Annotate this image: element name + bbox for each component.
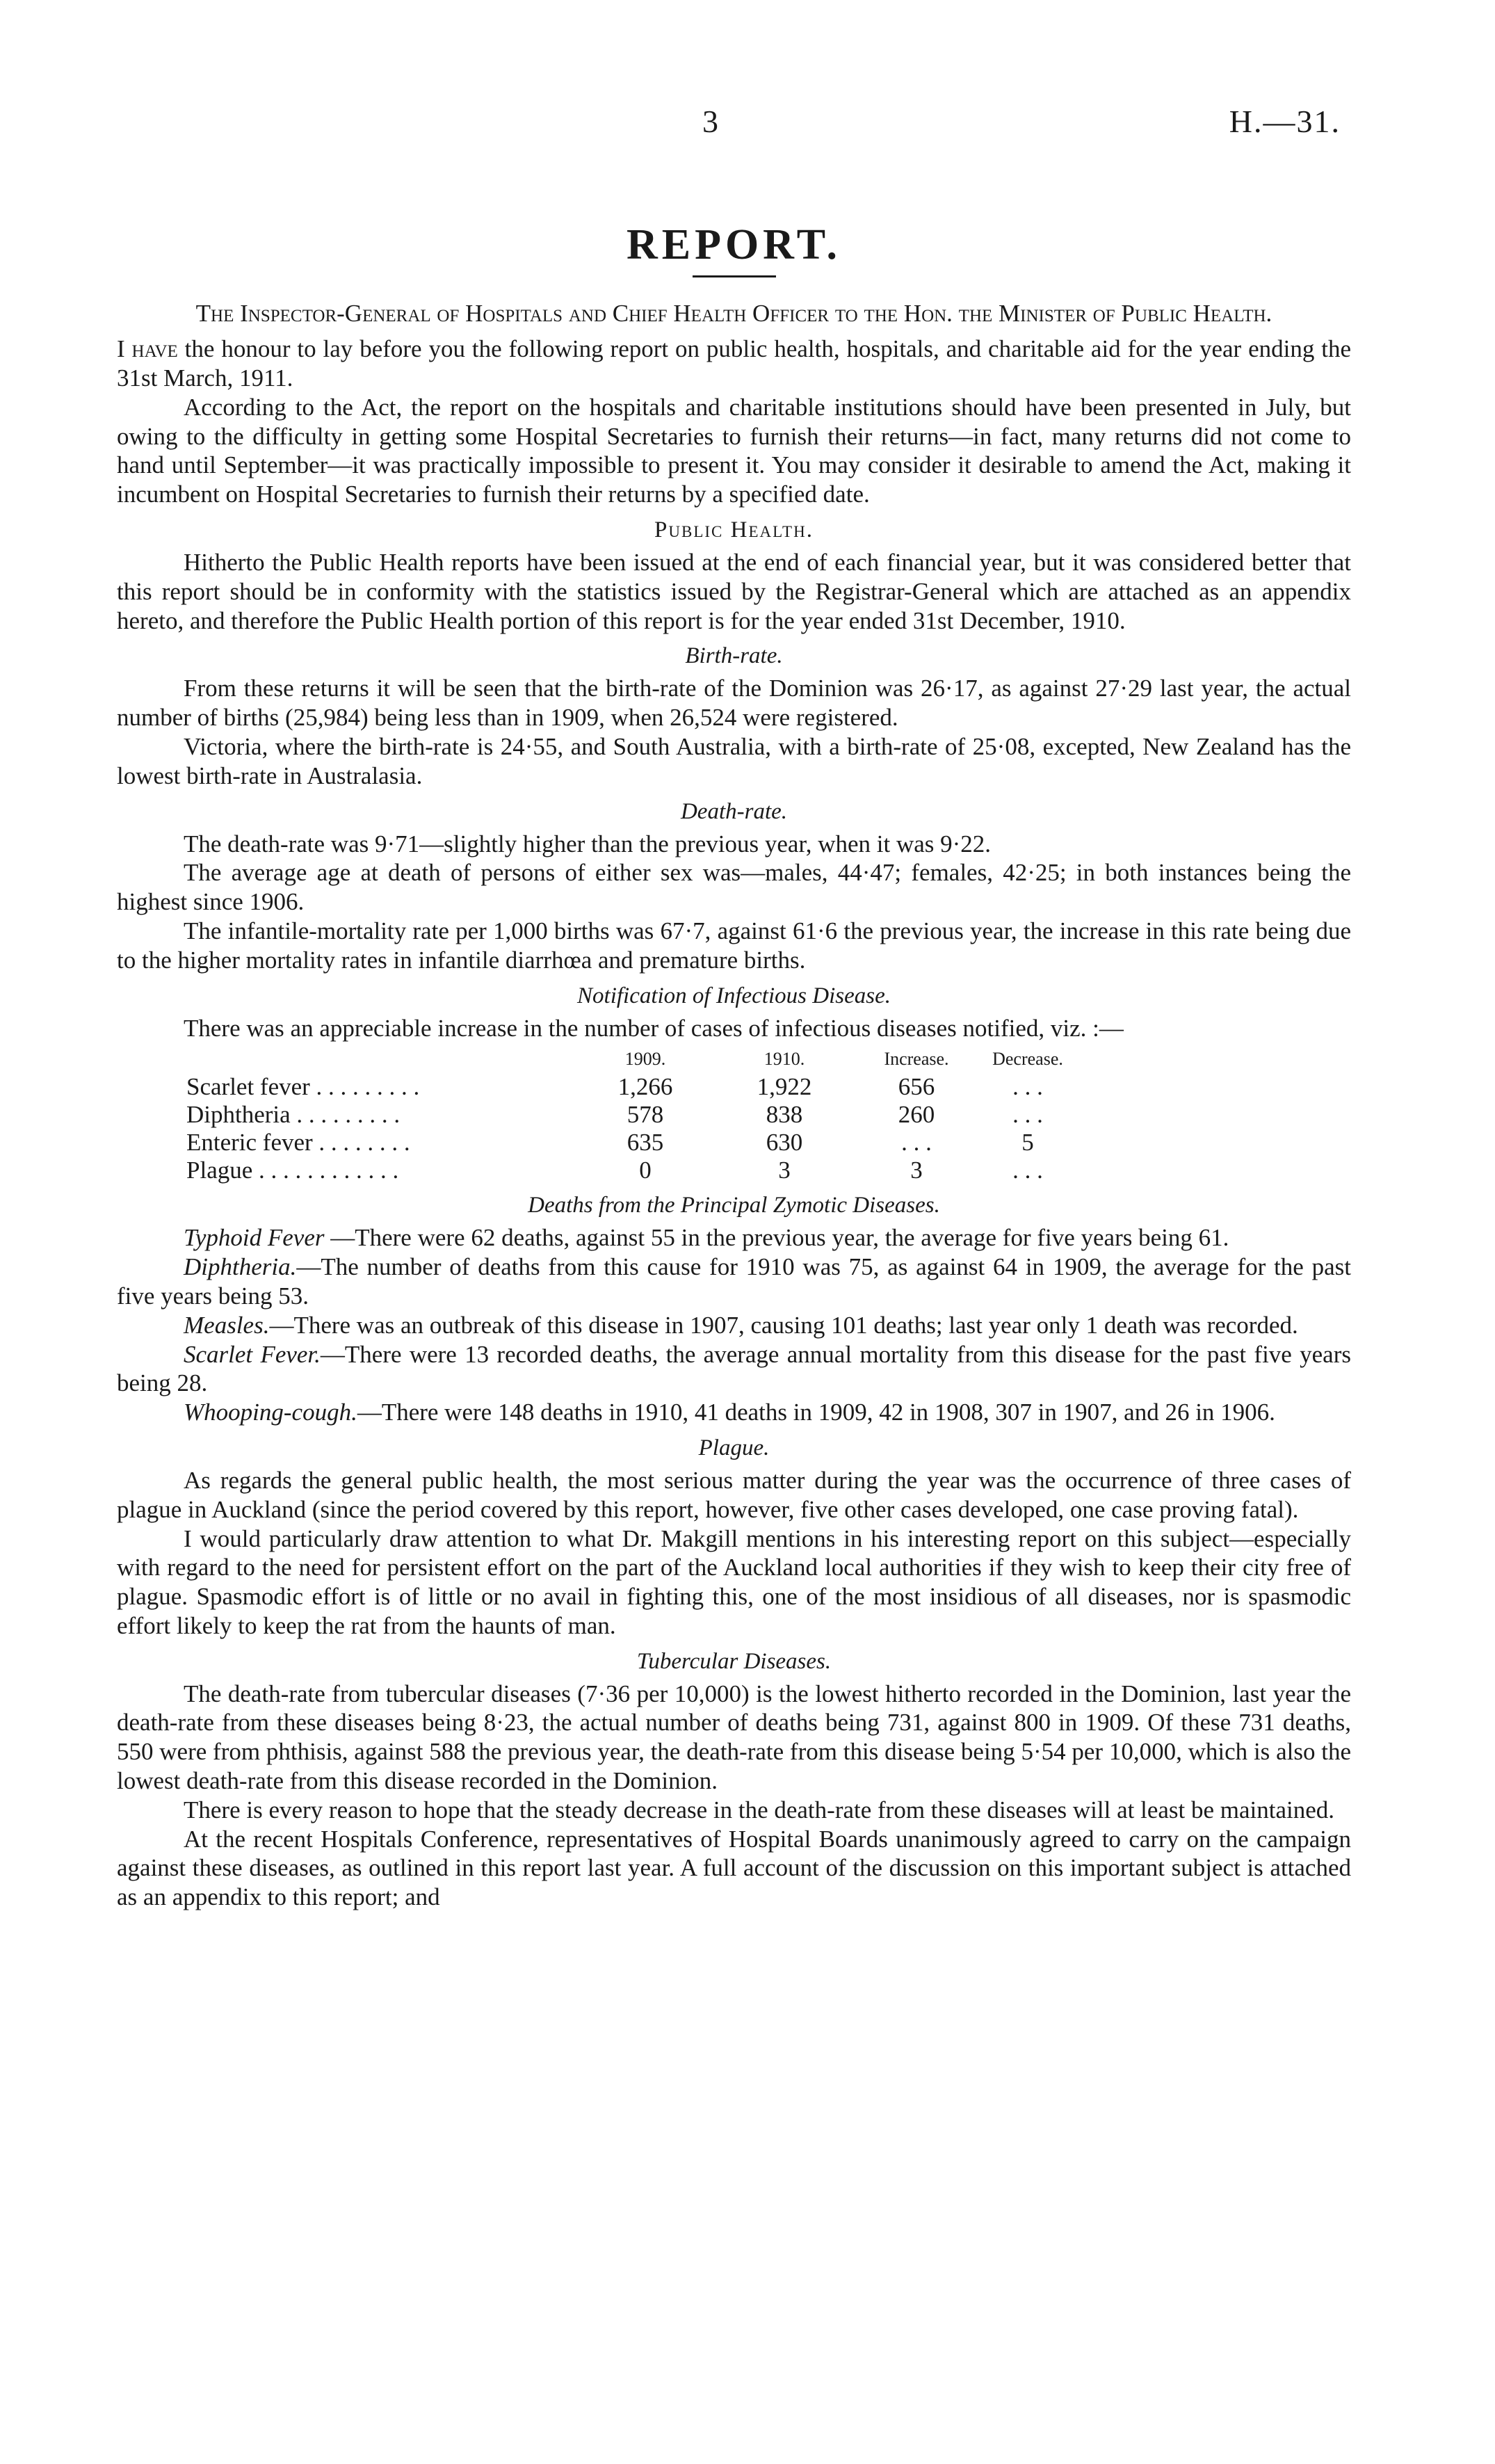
document-reference: H.—31. (1229, 104, 1341, 139)
section-heading-death-rate: Death-rate. (680, 798, 788, 824)
cases-1910: 3 (778, 1157, 791, 1184)
death-rate-paragraph-3: The infantile-mortality rate per 1,000 births was 67·7, against 61·6 the previous year, the increase in this rate being due to the higher mortality rates in infantile diarrhœa and premature births. (117, 917, 1351, 974)
cases-increase: . . . (901, 1129, 932, 1157)
table-row (186, 1129, 1076, 1157)
measles-label: Measles. (184, 1311, 270, 1339)
death-rate-paragraph-1: The death-rate was 9·71—slightly higher than the previous year, when it was 9·22. (184, 830, 992, 857)
section-heading-tubercular: Tubercular Diseases. (636, 1648, 832, 1674)
whooping-cough-label: Whooping-cough. (184, 1399, 357, 1426)
cases-increase: 3 (910, 1157, 923, 1184)
report-title: REPORT. (626, 221, 842, 268)
cases-1910: 1,922 (757, 1073, 812, 1101)
section-heading-plague: Plague. (698, 1435, 770, 1460)
cases-1909: 0 (639, 1157, 652, 1184)
diphtheria-paragraph (117, 1253, 1351, 1311)
section-heading-public-health: Public Health. (654, 517, 814, 542)
disease-name: Enteric fever . . . . . . . . (186, 1129, 410, 1157)
death-rate-paragraph-2: The average age at death of persons of either sex was—males, 44·47; females, 42·25; in both instances being the highest since 1906. (117, 859, 1351, 916)
plague-paragraph-2: I would particularly draw attention to what Dr. Makgill mentions in his interesting report on this subject—especially with regard to the need for persistent effort on the part of the Auckland local authorities if they wish to keep their city free of plague. Spasmodic effort is of little or no avail in fighting this, one of the most insidious of all diseases, nor is spasmodic effort likely to keep the rat from the haunts of man. (117, 1524, 1351, 1639)
birth-rate-paragraph-2: Victoria, where the birth-rate is 24·55, and South Australia, with a birth-rate of 25·08, excepted, New Zealand has the lowest birth-rate in Australasia. (117, 732, 1351, 789)
measles-text: —There was an outbreak of this disease in 1907, causing 101 deaths; last year only 1 death was recorded. (269, 1311, 1298, 1339)
page-number: 3 (702, 104, 718, 139)
measles-paragraph (117, 1311, 1351, 1340)
cases-decrease: . . . (1012, 1073, 1043, 1101)
whooping-cough-text: —There were 148 deaths in 1910, 41 deaths in 1909, 42 in 1908, 307 in 1907, and 26 in 1906. (357, 1399, 1275, 1426)
column-header: Increase. (884, 1049, 949, 1070)
scarlet-fever-paragraph (117, 1340, 1351, 1399)
table-row (186, 1073, 1076, 1101)
birth-rate-paragraph-1: From these returns it will be seen that the birth-rate of the Dominion was 26·17, as against 27·29 last year, the actual number of births (25,984) being less than in 1909, when 26,524 were registered. (117, 675, 1351, 732)
column-header (186, 1045, 576, 1073)
plague-paragraph-1: As regards the general public health, the most serious matter during the year was the occurrence of three cases of plague in Auckland (since the period covered by this report, however, five other cases developed, one case proving fatal). (117, 1466, 1351, 1523)
infectious-disease-table (186, 1045, 1076, 1184)
cases-1909: 635 (627, 1129, 664, 1157)
scarlet-fever-text: —There were 13 recorded deaths, the average annual mortality from this disease for the past five years being 28. (117, 1340, 1351, 1397)
cases-1910: 838 (766, 1101, 803, 1129)
cases-1909: 1,266 (617, 1073, 673, 1101)
cases-decrease: . . . (1012, 1101, 1043, 1129)
public-health-paragraph: Hitherto the Public Health reports have been issued at the end of each financial year, but it was considered better that this report should be in conformity with the statistics issued by the Registrar-General which are attached as an appendix hereto, and therefore the Public Health portion of this report is for the year ended 31st December, 1910. (117, 548, 1351, 634)
table-row (186, 1157, 1076, 1184)
tubercular-paragraph-1: The death-rate from tubercular diseases (7·36 per 10,000) is the lowest hitherto recorded in the Dominion, last year the death-rate from these diseases being 8·23, the actual number of deaths being 731, against 800 in 1909. Of these 731 deaths, 550 were from phthisis, against 588 the previous year, the death-rate from this disease being 5·54 per 10,000, which is also the lowest death-rate from this disease recorded in the Dominion. (117, 1680, 1351, 1795)
notification-intro: There was an appreciable increase in the number of cases of infectious diseases notified, viz. :— (184, 1014, 1124, 1042)
cases-1909: 578 (627, 1101, 664, 1129)
section-heading-zymotic: Deaths from the Principal Zymotic Diseases. (528, 1193, 940, 1218)
title-rule (693, 275, 776, 277)
tubercular-paragraph-3: At the recent Hospitals Conference, representatives of Hospital Boards unanimously agreed to carry on the campaign against these diseases, as outlined in this report last year. A full account of the discussion on this important subject is attached as an appendix to this report; and (117, 1825, 1351, 1911)
scarlet-fever-label: Scarlet Fever. (184, 1340, 321, 1368)
intro-lead: I have (117, 335, 178, 363)
section-heading-notification: Notification of Infectious Disease. (577, 983, 891, 1008)
column-header: Decrease. (992, 1049, 1063, 1070)
cases-decrease: . . . (1012, 1157, 1043, 1184)
section-heading-birth-rate: Birth-rate. (685, 643, 783, 669)
table-header-row (186, 1045, 1076, 1073)
typhoid-text: —There were 62 deaths, against 55 in the previous year, the average for five years being 61. (324, 1224, 1229, 1252)
diphtheria-label: Diphtheria. (184, 1253, 297, 1281)
table-row (186, 1101, 1076, 1129)
typhoid-paragraph (117, 1223, 1351, 1253)
intro-paragraph-1 (117, 335, 1351, 393)
disease-name: Diphtheria . . . . . . . . . (186, 1101, 401, 1129)
cases-increase: 260 (898, 1101, 935, 1129)
page-content (117, 221, 1351, 1912)
typhoid-label: Typhoid Fever (184, 1224, 325, 1252)
intro-text: the honour to lay before you the following report on public health, hospitals, and charitable aid for the year ending the 31st March, 1911. (117, 335, 1351, 392)
column-header: 1910. (763, 1049, 805, 1070)
disease-name: Plague . . . . . . . . . . . . (186, 1157, 399, 1184)
cases-1910: 630 (766, 1129, 803, 1157)
cases-decrease: 5 (1021, 1129, 1034, 1157)
cases-increase: 656 (898, 1073, 935, 1101)
addressee-line: The Inspector-General of Hospitals and Chief Health Officer to the Hon. the Minister of Public Health. (195, 300, 1272, 328)
intro-paragraph-2: According to the Act, the report on the hospitals and charitable institutions should have been presented in July, but owing to the difficulty in getting some Hospital Secretaries to furnish their returns—in fact, many returns did not come to hand until September—it was practically impossible to present it. You may consider it desirable to amend the Act, making it incumbent on Hospital Secretaries to furnish their returns by a specified date. (117, 393, 1351, 508)
tubercular-paragraph-2: There is every reason to hope that the steady decrease in the death-rate from these diseases will at least be maintained. (184, 1796, 1335, 1823)
diphtheria-text: —The number of deaths from this cause for 1910 was 75, as against 64 in 1909, the average for the past five years being 53. (117, 1253, 1351, 1310)
column-header: 1909. (624, 1049, 666, 1070)
disease-name: Scarlet fever . . . . . . . . . (186, 1073, 420, 1101)
whooping-cough-paragraph (117, 1398, 1351, 1427)
